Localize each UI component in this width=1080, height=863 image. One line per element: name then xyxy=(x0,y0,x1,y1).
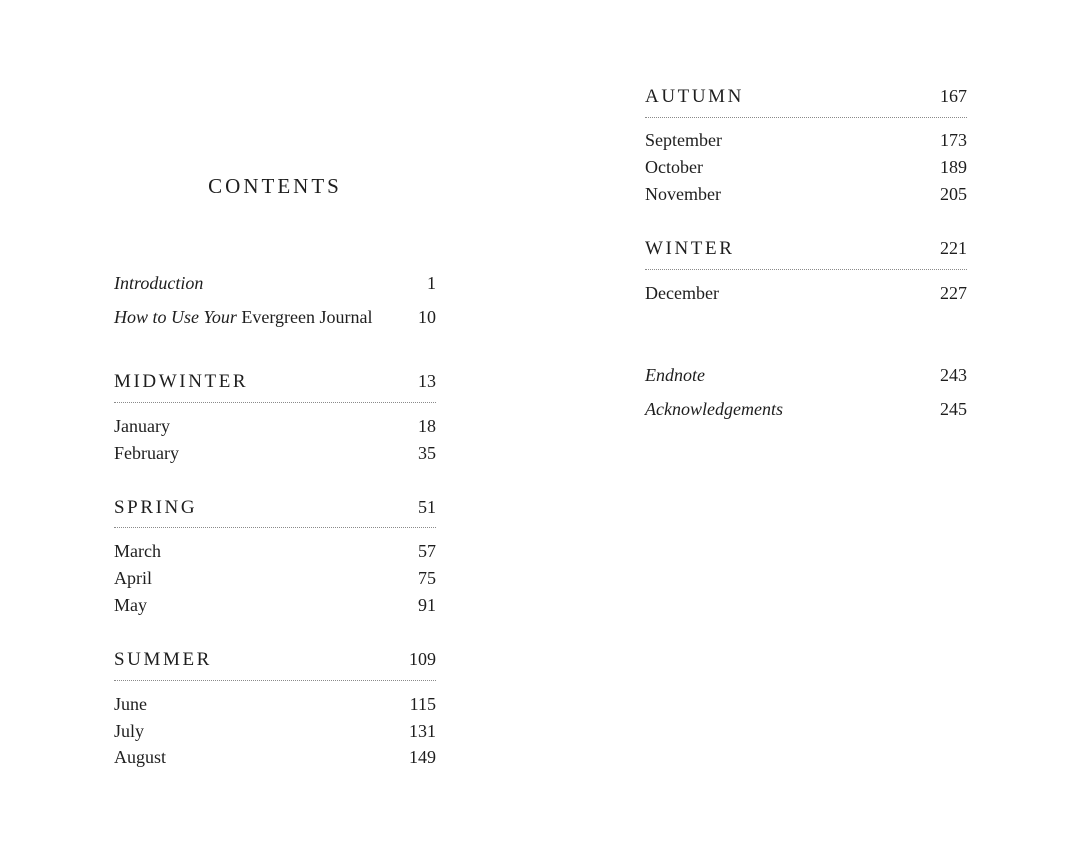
toc-entry-endnote[interactable] xyxy=(645,363,967,387)
section-name: SPRING xyxy=(114,497,198,518)
entry-page: 115 xyxy=(409,694,436,714)
page-title: CONTENTS xyxy=(208,174,342,198)
entry-page: 57 xyxy=(418,541,436,561)
entry-page: 245 xyxy=(940,399,967,419)
section-page: 221 xyxy=(940,238,967,258)
entry-label: Acknowledgements xyxy=(645,399,783,419)
section-name: WINTER xyxy=(645,238,735,259)
entry-label: August xyxy=(114,747,167,767)
left-page xyxy=(114,0,436,863)
section-page: 167 xyxy=(940,86,967,106)
section-name: AUTUMN xyxy=(645,86,744,107)
section-page: 109 xyxy=(409,649,436,669)
section-heading-summer[interactable] xyxy=(114,646,436,673)
entry-label: September xyxy=(645,130,722,150)
toc-entry-july[interactable] xyxy=(114,719,436,743)
entry-page: 35 xyxy=(418,443,436,463)
section-divider xyxy=(645,117,967,118)
entry-page: 91 xyxy=(418,595,436,615)
entry-page: 10 xyxy=(418,307,436,327)
toc-entry-how-to-use[interactable] xyxy=(114,305,436,329)
toc-entry-january[interactable] xyxy=(114,414,436,438)
section-name: MIDWINTER xyxy=(114,371,249,392)
entry-page: 131 xyxy=(409,721,436,741)
entry-label-italic: How to Use Your xyxy=(114,307,237,327)
entry-label: Endnote xyxy=(645,365,705,385)
entry-label: April xyxy=(114,568,152,588)
entry-label: March xyxy=(114,541,161,561)
section-heading-autumn[interactable] xyxy=(645,83,967,110)
toc-entry-august[interactable] xyxy=(114,745,436,769)
entry-page: 189 xyxy=(940,157,967,177)
entry-label: February xyxy=(114,443,179,463)
section-heading-midwinter[interactable] xyxy=(114,368,436,395)
section-divider xyxy=(645,269,967,270)
entry-page: 227 xyxy=(940,283,967,303)
section-divider xyxy=(114,680,436,681)
entry-page: 149 xyxy=(409,747,436,767)
entry-label-roman: Evergreen Journal xyxy=(241,307,373,327)
entry-label: Introduction xyxy=(114,273,204,293)
toc-entry-june[interactable] xyxy=(114,692,436,716)
section-heading-winter[interactable] xyxy=(645,235,967,262)
toc-entry-october[interactable] xyxy=(645,155,967,179)
entry-label: December xyxy=(645,283,719,303)
section-divider xyxy=(114,402,436,403)
entry-page: 173 xyxy=(940,130,967,150)
toc-entry-december[interactable] xyxy=(645,281,967,305)
toc-entry-november[interactable] xyxy=(645,182,967,206)
toc-entry-introduction[interactable] xyxy=(114,271,436,295)
entry-page: 205 xyxy=(940,184,967,204)
toc-entry-september[interactable] xyxy=(645,128,967,152)
toc-entry-april[interactable] xyxy=(114,566,436,590)
section-heading-spring[interactable] xyxy=(114,494,436,521)
entry-page: 243 xyxy=(940,365,967,385)
entry-label: January xyxy=(114,416,170,436)
right-page xyxy=(645,0,967,863)
section-divider xyxy=(114,527,436,528)
entry-page: 18 xyxy=(418,416,436,436)
section-page: 13 xyxy=(418,371,436,391)
entry-label: May xyxy=(114,595,147,615)
entry-label: June xyxy=(114,694,147,714)
entry-label: July xyxy=(114,721,145,741)
toc-entry-may[interactable] xyxy=(114,593,436,617)
entry-page: 75 xyxy=(418,568,436,588)
entry-label: October xyxy=(645,157,703,177)
section-name: SUMMER xyxy=(114,649,212,670)
toc-entry-march[interactable] xyxy=(114,539,436,563)
toc-entry-acknowledgements[interactable] xyxy=(645,397,967,421)
toc-entry-february[interactable] xyxy=(114,441,436,465)
section-page: 51 xyxy=(418,497,436,517)
entry-page: 1 xyxy=(427,273,436,293)
entry-label: November xyxy=(645,184,721,204)
